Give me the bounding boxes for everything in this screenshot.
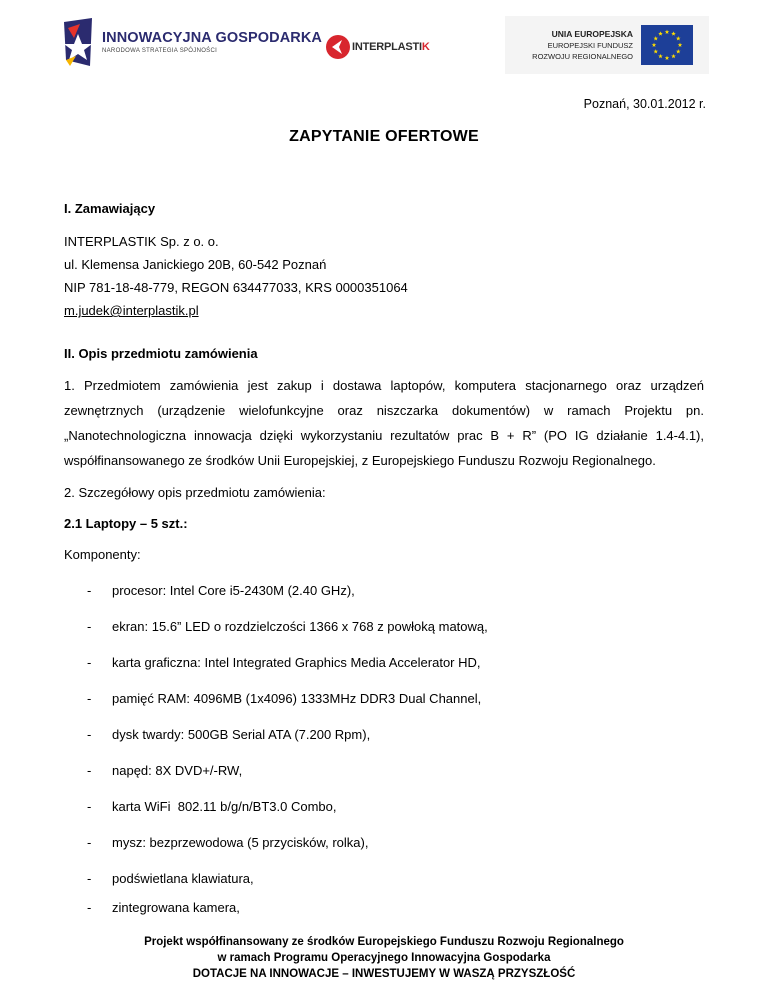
footer-line1: Projekt współfinansowany ze środków Europejskiego Funduszu Rozwoju Regionalnego bbox=[144, 936, 624, 948]
eu-star-icon bbox=[676, 36, 681, 40]
eu-star-icon bbox=[653, 49, 658, 53]
eu-star-icon bbox=[671, 54, 676, 58]
eu-logo-line2: EUROPEJSKI FUNDUSZ bbox=[547, 40, 633, 50]
list-bullet: - bbox=[87, 583, 92, 598]
eu-flag-icon bbox=[641, 25, 693, 65]
list-item: podświetlana klawiatura, bbox=[112, 871, 254, 886]
list-item: procesor: Intel Core i5-2430M (2.40 GHz), bbox=[112, 583, 355, 598]
list-bullet: - bbox=[87, 900, 92, 915]
eu-logo bbox=[505, 16, 709, 74]
company-address: ul. Klemensa Janickiego 20B, 60-542 Poznań bbox=[64, 257, 327, 272]
list-bullet: - bbox=[87, 691, 92, 706]
page-footer bbox=[0, 934, 768, 982]
list-bullet: - bbox=[87, 619, 92, 634]
list-item: mysz: bezprzewodowa (5 przycisków, rolka), bbox=[112, 835, 369, 850]
company-registration: NIP 781-18-48-779, REGON 634477033, KRS 0000351064 bbox=[64, 280, 408, 295]
document-date: Poznań, 30.01.2012 r. bbox=[583, 97, 706, 111]
list-item: napęd: 8X DVD+/-RW, bbox=[112, 763, 243, 778]
eu-star-icon bbox=[671, 31, 676, 35]
list-item: karta WiFi 802.11 b/g/n/BT3.0 Combo, bbox=[112, 799, 337, 814]
interplastik-logo bbox=[326, 32, 430, 62]
paragraph1-line: 1. Przedmiotem zamówienia jest zakup i dostawa laptopów, komputera stacjonarnego oraz urządzeń bbox=[64, 378, 704, 393]
list-bullet: - bbox=[87, 799, 92, 814]
eu-star-icon bbox=[652, 43, 657, 47]
eu-logo-line1: UNIA EUROPEJSKA bbox=[551, 28, 633, 39]
paragraph1-line: zewnętrznych (urządzenie wielofunkcyjne oraz niszczarka dokumentów) w ramach Projektu pn. bbox=[64, 403, 704, 418]
ig-logo-subtitle: NARODOWA STRATEGIA SPÓJNOŚCI bbox=[102, 48, 218, 54]
eu-logo-line3: ROZWOJU REGIONALNEGO bbox=[532, 51, 633, 61]
document-title: ZAPYTANIE OFERTOWE bbox=[289, 128, 479, 145]
eu-star-icon bbox=[658, 31, 663, 35]
components-label: Komponenty: bbox=[64, 547, 141, 562]
section2-heading: II. Opis przedmiotu zamówienia bbox=[64, 346, 258, 361]
footer-line2: w ramach Programu Operacyjnego Innowacyjna Gospodarka bbox=[217, 952, 551, 964]
company-name: INTERPLASTIK Sp. z o. o. bbox=[64, 234, 219, 249]
section1-heading: I. Zamawiający bbox=[64, 201, 156, 216]
ig-star-icon bbox=[60, 16, 96, 68]
eu-star-icon bbox=[653, 36, 658, 40]
eu-star-icon bbox=[676, 49, 681, 53]
list-item: zintegrowana kamera, bbox=[112, 900, 240, 915]
list-item: ekran: 15.6” LED o rozdzielczości 1366 x 768 z powłoką matową, bbox=[112, 619, 488, 634]
ig-logo-title: INNOWACYJNA GOSPODARKA bbox=[102, 30, 322, 46]
list-bullet: - bbox=[87, 835, 92, 850]
footer-line3: DOTACJE NA INNOWACJE – INWESTUJEMY W WASZĄ PRZYSZŁOŚĆ bbox=[192, 968, 576, 980]
list-bullet: - bbox=[87, 727, 92, 742]
paragraph1-line: współfinansowanego ze środków Unii Europejskiej, z Europejskiego Funduszu Rozwoju Regionalnego. bbox=[64, 453, 656, 468]
list-item: dysk twardy: 500GB Serial ATA (7.200 Rpm), bbox=[112, 727, 371, 742]
eu-star-icon bbox=[658, 54, 663, 58]
laptops-subheading: 2.1 Laptopy – 5 szt.: bbox=[64, 516, 188, 531]
interplastik-wordmark: INTERPLASTIK bbox=[352, 41, 430, 53]
list-bullet: - bbox=[87, 655, 92, 670]
paragraph1 bbox=[64, 373, 704, 473]
paragraph1-line: „Nanotechnologiczna innowacja dzięki wykorzystaniu rezultatów prac B + R” (PO IG działanie 1.4-4.1), bbox=[64, 428, 704, 443]
innowacyjna-gospodarka-logo bbox=[60, 14, 322, 70]
eu-star-icon bbox=[665, 56, 670, 60]
interplastik-circle-icon bbox=[326, 35, 350, 59]
list-item: pamięć RAM: 4096MB (1x4096) 1333MHz DDR3 Dual Channel, bbox=[112, 691, 482, 706]
company-email-link[interactable]: m.judek@interplastik.pl bbox=[64, 303, 199, 318]
list-bullet: - bbox=[87, 871, 92, 886]
eu-star-icon bbox=[678, 43, 683, 47]
paragraph2: 2. Szczegółowy opis przedmiotu zamówienia: bbox=[64, 485, 326, 500]
list-item: karta graficzna: Intel Integrated Graphics Media Accelerator HD, bbox=[112, 655, 481, 670]
eu-star-icon bbox=[665, 30, 670, 34]
list-bullet: - bbox=[87, 763, 92, 778]
